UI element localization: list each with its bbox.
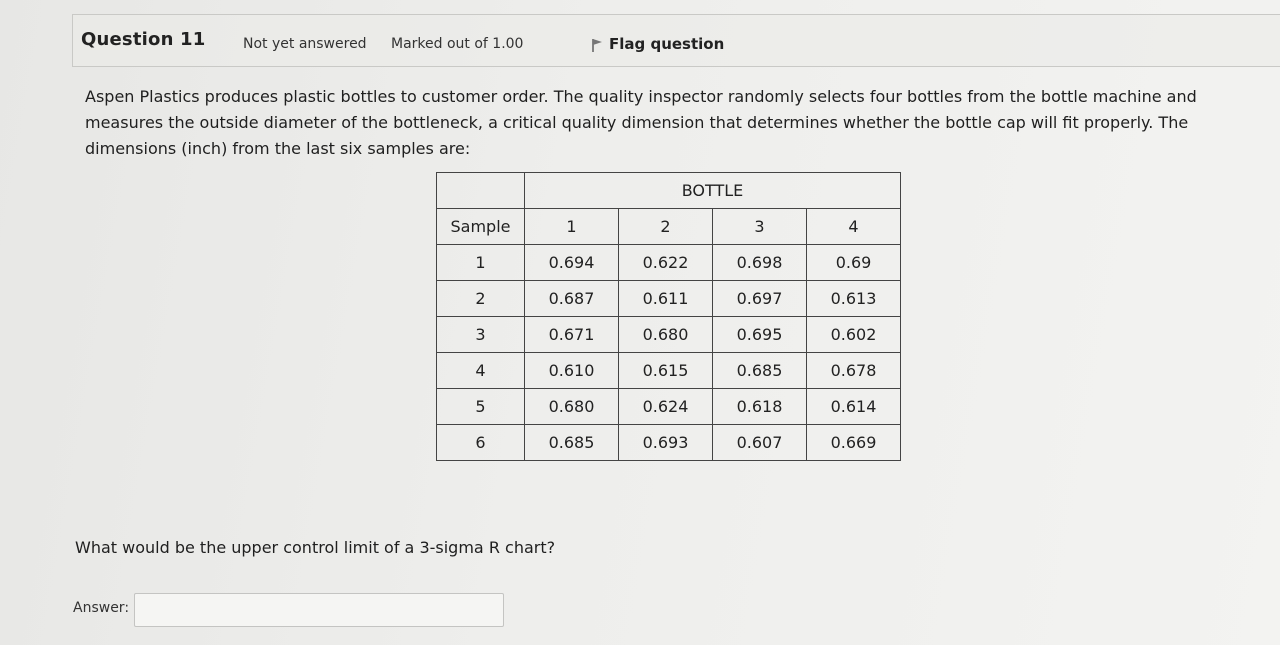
measurement-cell: 0.694 bbox=[525, 245, 619, 281]
question-prompt: What would be the upper control limit of a 3-sigma R chart? bbox=[75, 538, 556, 557]
answer-input[interactable] bbox=[134, 593, 504, 627]
table-row bbox=[437, 353, 901, 389]
measurement-cell: 0.669 bbox=[807, 425, 901, 461]
sample-number-cell: 5 bbox=[437, 389, 525, 425]
sample-number-cell: 3 bbox=[437, 317, 525, 353]
table-column-header-row bbox=[437, 209, 901, 245]
answer-label: Answer: bbox=[73, 600, 130, 616]
measurement-cell: 0.618 bbox=[713, 389, 807, 425]
measurement-cell: 0.613 bbox=[807, 281, 901, 317]
sample-number-cell: 2 bbox=[437, 281, 525, 317]
measurement-cell: 0.624 bbox=[619, 389, 713, 425]
measurement-cell: 0.610 bbox=[525, 353, 619, 389]
measurement-cell: 0.602 bbox=[807, 317, 901, 353]
measurement-cell: 0.622 bbox=[619, 245, 713, 281]
measurement-cell: 0.697 bbox=[713, 281, 807, 317]
table-row bbox=[437, 389, 901, 425]
measurement-cell: 0.687 bbox=[525, 281, 619, 317]
sample-column-header: Sample bbox=[437, 209, 525, 245]
table-corner-cell bbox=[437, 173, 525, 209]
bottle-group-header: BOTTLE bbox=[525, 173, 901, 209]
bottle-column-header: 2 bbox=[619, 209, 713, 245]
measurement-cell: 0.693 bbox=[619, 425, 713, 461]
sample-data-table bbox=[436, 172, 901, 461]
measurement-cell: 0.678 bbox=[807, 353, 901, 389]
measurement-cell: 0.685 bbox=[713, 353, 807, 389]
measurement-cell: 0.698 bbox=[713, 245, 807, 281]
question-number: Question 11 bbox=[81, 29, 206, 50]
measurement-cell: 0.611 bbox=[619, 281, 713, 317]
bottle-column-header: 1 bbox=[525, 209, 619, 245]
table-group-header-row bbox=[437, 173, 901, 209]
sample-number-cell: 4 bbox=[437, 353, 525, 389]
bottle-column-header: 3 bbox=[713, 209, 807, 245]
table-row bbox=[437, 281, 901, 317]
sample-number-cell: 6 bbox=[437, 425, 525, 461]
measurement-cell: 0.685 bbox=[525, 425, 619, 461]
measurement-cell: 0.614 bbox=[807, 389, 901, 425]
bottle-column-header: 4 bbox=[807, 209, 901, 245]
measurement-cell: 0.680 bbox=[619, 317, 713, 353]
question-info-header bbox=[72, 14, 1280, 67]
question-marks: Marked out of 1.00 bbox=[391, 36, 524, 52]
table-row bbox=[437, 425, 901, 461]
measurement-cell: 0.671 bbox=[525, 317, 619, 353]
question-text: Aspen Plastics produces plastic bottles to customer order. The quality inspector randomly selects four bottles from the bottle machine and measures the outside diameter of the bottleneck, a critical quality dimension that determines whether the bottle cap will fit properly. The dimensions (inch) from the last six samples are: bbox=[85, 87, 1197, 158]
measurement-cell: 0.680 bbox=[525, 389, 619, 425]
table-row bbox=[437, 245, 901, 281]
flag-question-link[interactable] bbox=[591, 35, 724, 53]
flag-question-label: Flag question bbox=[609, 35, 725, 53]
measurement-cell: 0.607 bbox=[713, 425, 807, 461]
sample-number-cell: 1 bbox=[437, 245, 525, 281]
measurement-cell: 0.695 bbox=[713, 317, 807, 353]
question-status: Not yet answered bbox=[243, 36, 367, 52]
measurement-cell: 0.615 bbox=[619, 353, 713, 389]
measurement-cell: 0.69 bbox=[807, 245, 901, 281]
table-row bbox=[437, 317, 901, 353]
flag-icon bbox=[591, 38, 603, 52]
